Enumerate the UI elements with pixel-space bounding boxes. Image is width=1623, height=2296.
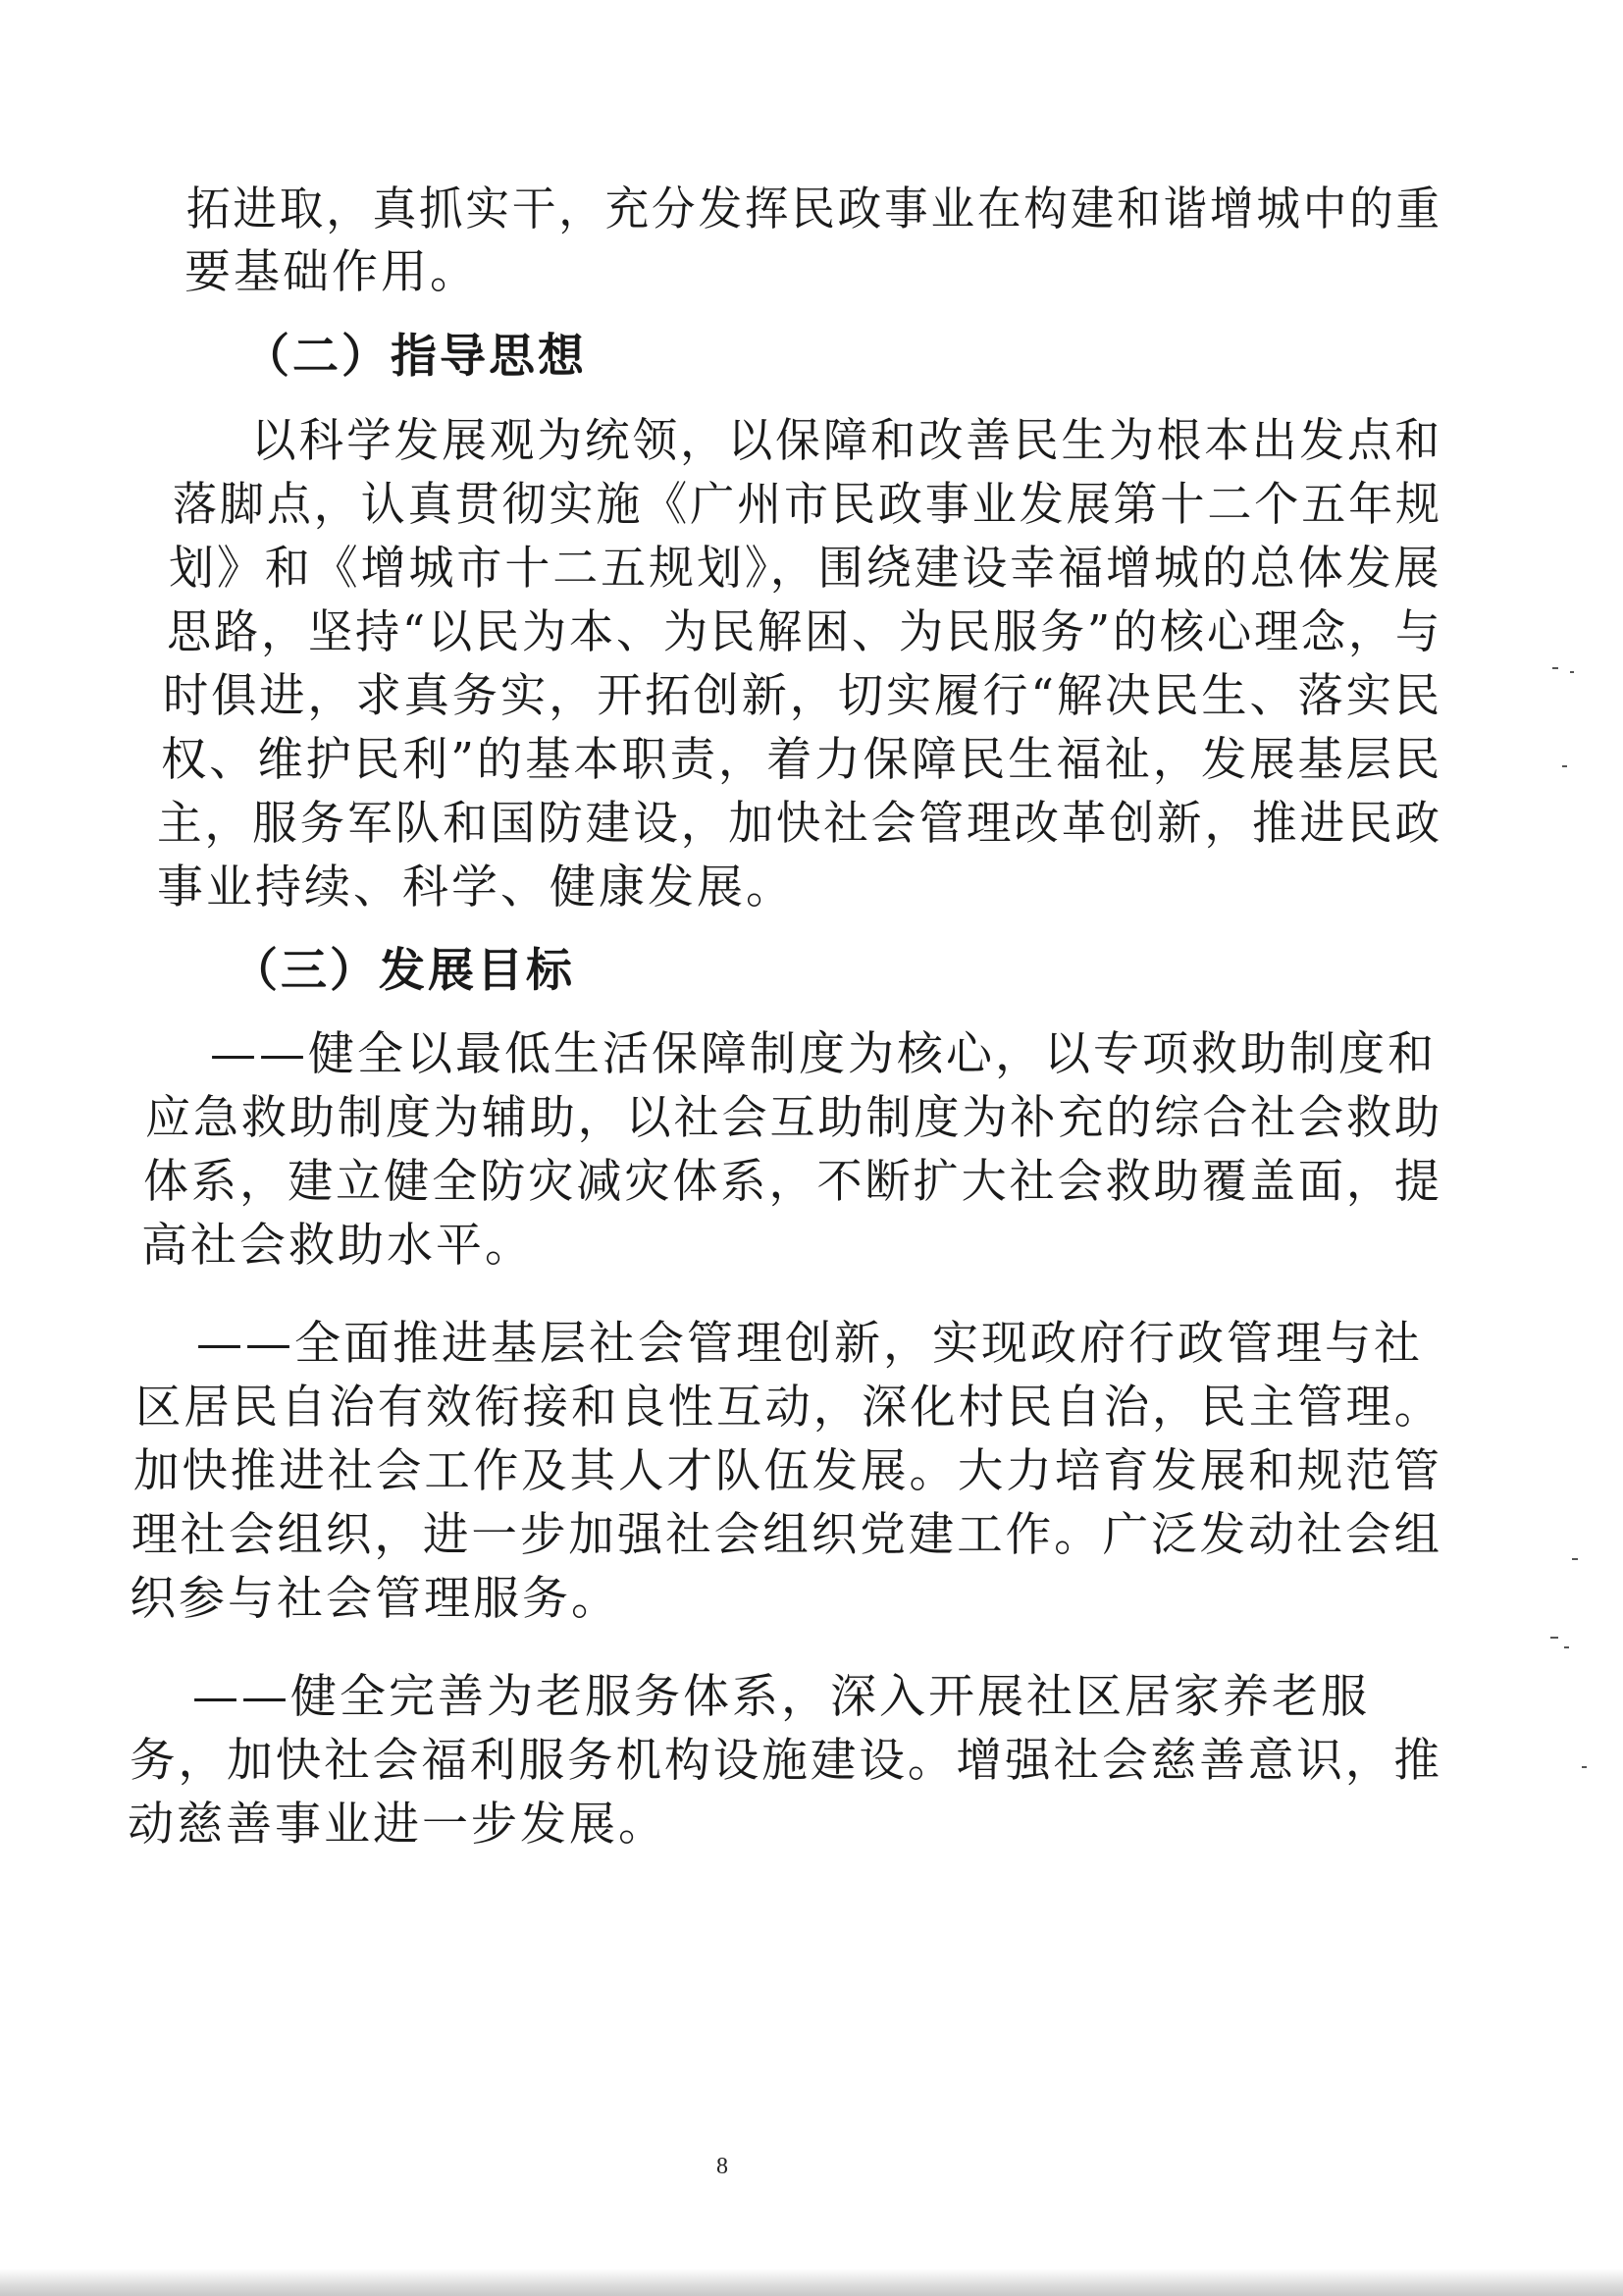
scan-speck (1550, 1637, 1558, 1639)
scan-speck (1572, 1558, 1578, 1560)
text-line: ——健全完善为老服务体系，深入开展社区居家养老服 (192, 1670, 1370, 1724)
text-line: 体系，建立健全防灾减灾体系，不断扩大社会救助覆盖面，提 (143, 1155, 1442, 1209)
text-line: 思路，坚持“以民为本、为民解困、为民服务”的核心理念，与 (167, 605, 1443, 659)
section-heading: （三）发展目标 (232, 944, 575, 998)
scan-speck (1552, 667, 1558, 669)
text-line: 加快推进社会工作及其人才队伍发展。大力培育发展和规范管 (133, 1444, 1442, 1498)
text-line: 应急救助制度为辅助，以社会互助制度为补充的综合社会救助 (145, 1091, 1443, 1145)
text-line: 主，服务军队和国防建设，加快社会管理改革创新，推进民政 (157, 797, 1443, 851)
text-line: ——健全以最低生活保障制度为核心，以专项救助制度和 (210, 1027, 1437, 1081)
scan-speck (1562, 765, 1567, 767)
scan-speck (1564, 1646, 1569, 1648)
page-number: 8 (716, 2154, 728, 2179)
text-line: 以科学发展观为统领，以保障和改善民生为根本出发点和 (251, 414, 1442, 468)
text-line: 动慈善事业进一步发展。 (128, 1798, 667, 1852)
scan-speck (1582, 1766, 1587, 1768)
text-line: 高社会救助水平。 (141, 1219, 534, 1273)
text-line: 时俱进，求真务实，开拓创新，切实履行“解决民生、落实民 (163, 669, 1443, 723)
text-line: 划》和《增城市十二五规划》，围绕建设幸福增城的总体发展 (169, 542, 1442, 596)
section-heading: （二）指导思想 (243, 330, 587, 384)
text-line: 务，加快社会福利服务机构设施建设。增强社会慈善意识，推 (130, 1734, 1442, 1788)
text-line: 权、维护民利”的基本职责，着力保障民生福祉，发展基层民 (161, 733, 1443, 787)
scan-bottom-edge (0, 2269, 1623, 2296)
text-line: ——全面推进基层社会管理创新，实现政府行政管理与社 (196, 1317, 1423, 1371)
text-line: 织参与社会管理服务。 (130, 1572, 620, 1626)
text-line: 事业持续、科学、健康发展。 (157, 861, 795, 914)
text-line: 理社会组织，进一步加强社会组织党建工作。广泛发动社会组 (131, 1508, 1442, 1562)
scan-speck (1570, 671, 1574, 673)
text-line: 落脚点，认真贯彻实施《广州市民政事业发展第十二个五年规 (173, 478, 1442, 532)
text-line: 拓进取，真抓实干，充分发挥民政事业在构建和谐增城中的重 (186, 183, 1442, 236)
text-line: 要基础作用。 (184, 245, 479, 299)
text-line: 区居民自治有效衔接和良性互动，深化村民自治，民主管理。 (135, 1381, 1443, 1435)
